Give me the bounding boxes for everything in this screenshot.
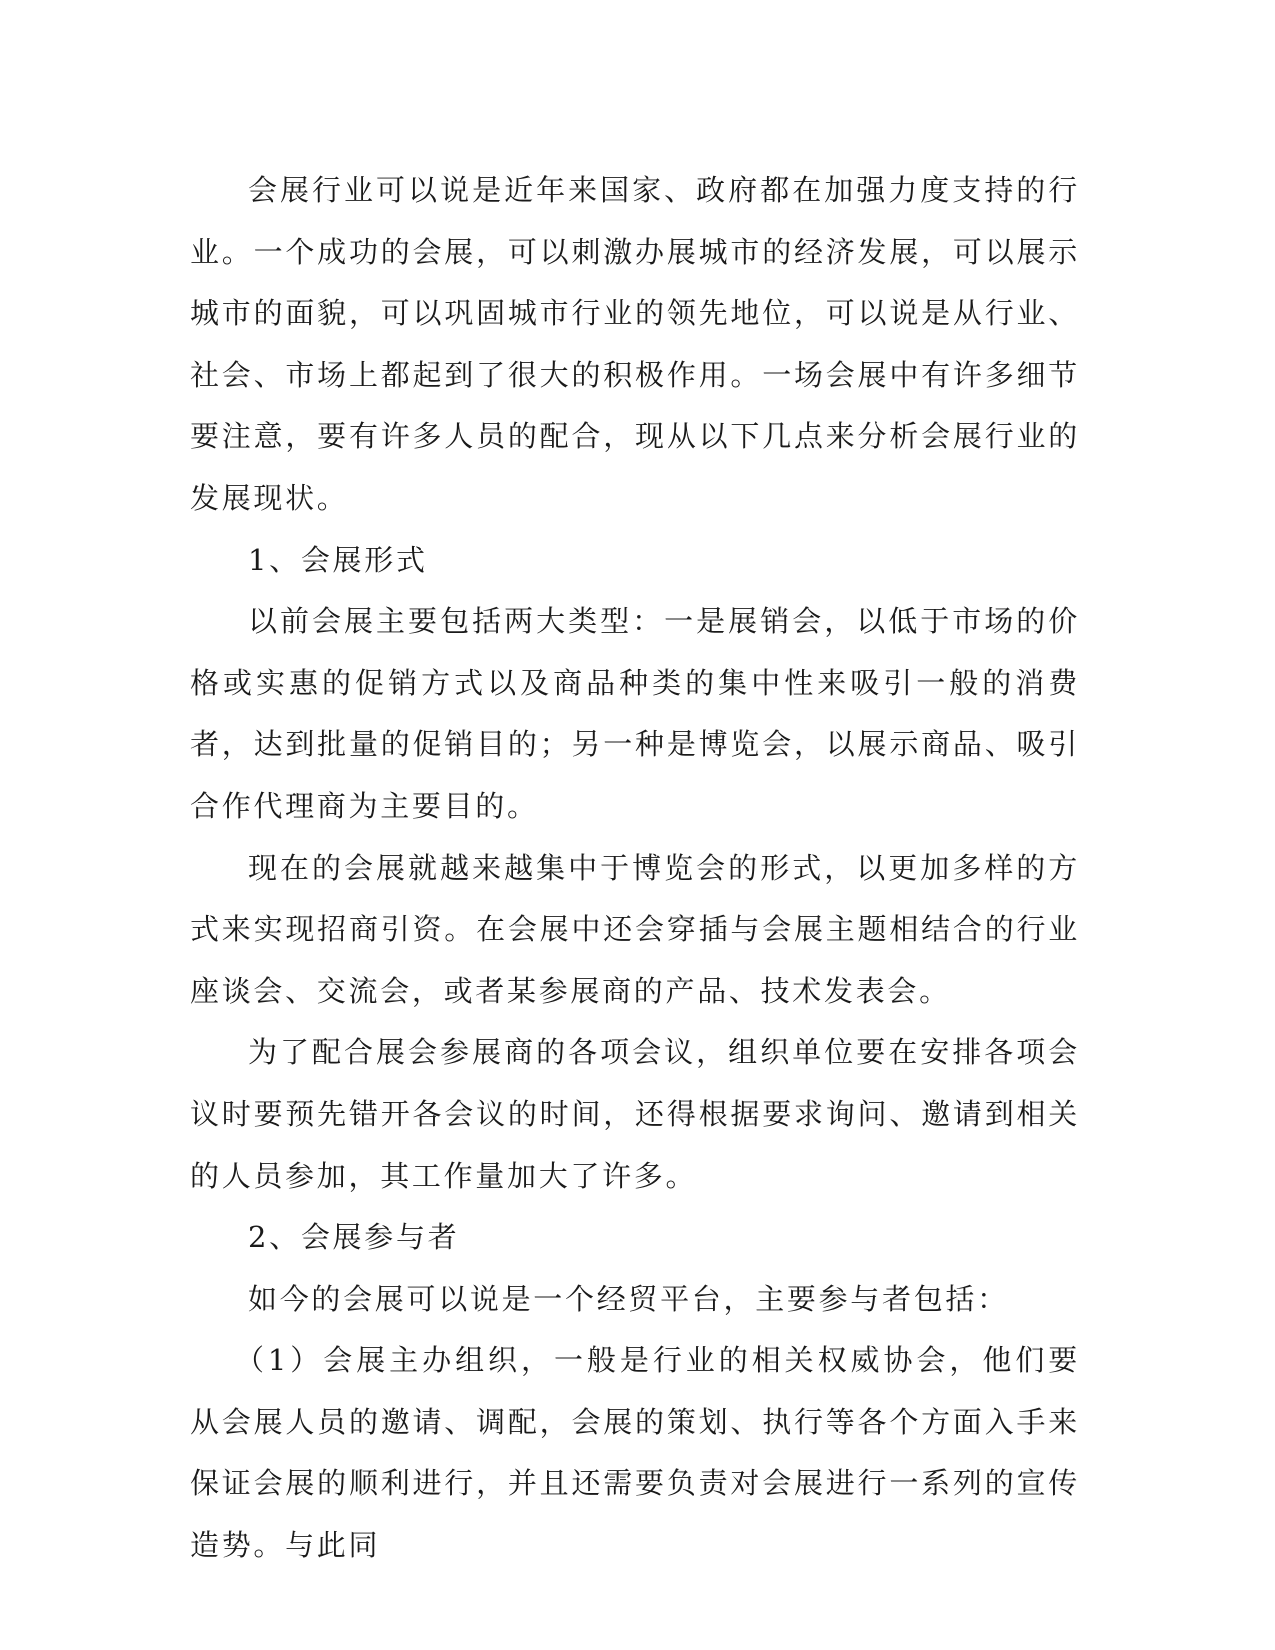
section-heading-participants: 2、会展参与者 [248,1220,460,1255]
paragraph-current-exhibitions: 现在的会展就越来越集中于博览会的形式，以更加多样的方式来实现招商引资。在会展中还会穿插与会展主题相结合的行业座谈会、交流会，或者某参展商的产品、技术发表会。 [190,850,1080,1008]
paragraph-meeting-arrangements: 为了配合展会参展商的各项会议，组织单位要在安排各项会议时要预先错开各会议的时间，还得根据要求询问、邀请到相关的人员参加，其工作量加大了许多。 [190,1035,1080,1193]
section-heading-exhibition-forms: 1、会展形式 [248,542,428,577]
document-body [190,160,1080,1577]
paragraph-participants-intro: 如今的会展可以说是一个经贸平台，主要参与者包括： [248,1281,1009,1316]
paragraph-intro: 会展行业可以说是近年来国家、政府都在加强力度支持的行业。一个成功的会展，可以刺激办展城市的经济发展，可以展示城市的面貌，可以巩固城市行业的领先地位，可以说是从行业、社会、市场上都起到了很大的积极作用。一场会展中有许多细节要注意，要有许多人员的配合，现从以下几点来分析会展行业的发展现状。 [190,173,1080,515]
list-item-organizers: （1）会展主办组织，一般是行业的相关权威协会，他们要从会展人员的邀请、调配，会展的策划、执行等各个方面入手来保证会展的顺利进行，并且还需要负责对会展进行一系列的宣传造势。与此同 [190,1343,1080,1563]
paragraph-past-exhibition-types: 以前会展主要包括两大类型：一是展销会，以低于市场的价格或实惠的促销方式以及商品种类的集中性来吸引一般的消费者，达到批量的促销目的；另一种是博览会，以展示商品、吸引合作代理商为主要目的。 [190,604,1080,823]
